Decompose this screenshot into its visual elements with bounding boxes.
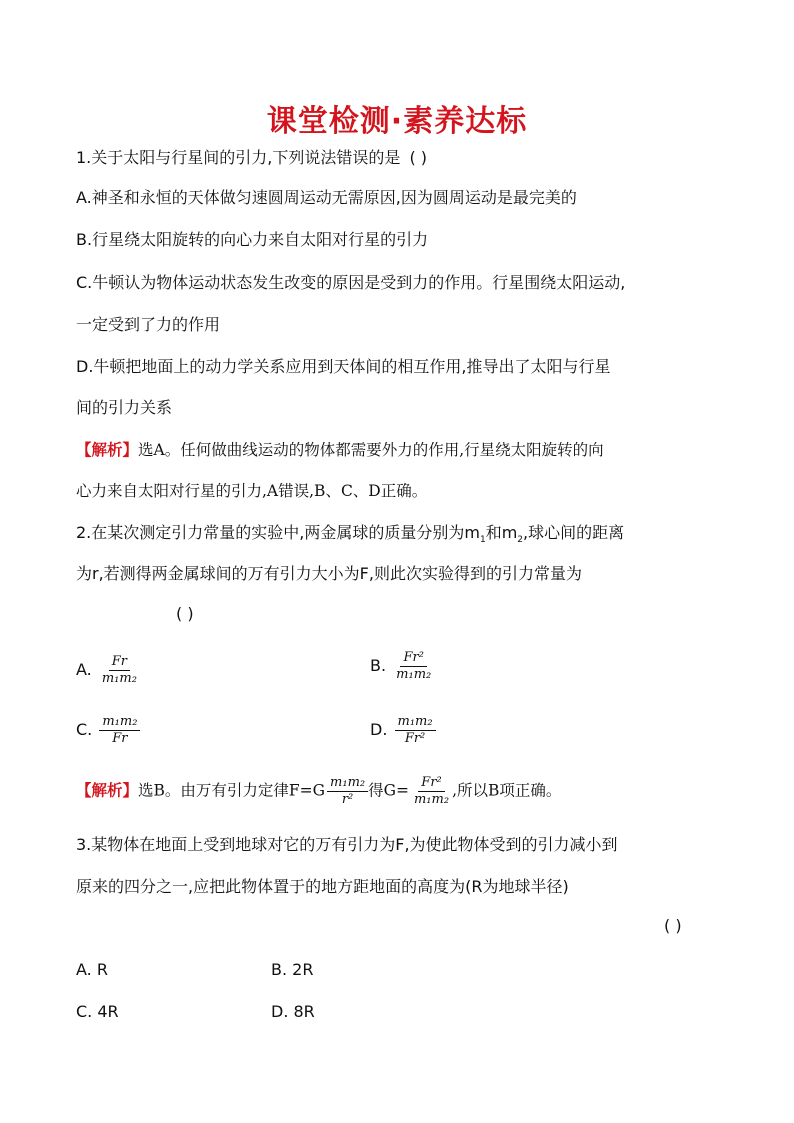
fraction: $\frac{Fr}{\text{m₁m₂}}$ <box>101 654 137 686</box>
q2-option-b: B. $\frac{\text{Fr²}}{\text{m₁m₂}}$ <box>370 650 434 683</box>
q1-option-a: A.神圣和永恒的天体做匀速圆周运动无需原因,因为圆周运动是最完美的 <box>76 188 577 207</box>
q2-answer-paren: ( ) <box>176 604 194 623</box>
analysis-tag: 【解析】 <box>76 440 139 459</box>
q1-option-c-line1: C.牛顿认为物体运动状态发生改变的原因是受到力的作用。行星围绕太阳运动, <box>76 273 626 292</box>
q3-answer-paren: ( ) <box>664 916 682 935</box>
page-title: 课堂检测·素养达标 <box>266 104 528 139</box>
q3-option-c: C. 4R <box>76 1002 119 1021</box>
q2-analysis: 【解析】选B。由万有引力定律F=G $\frac{\text{m₁m₂}}{\text{r²}}$ 得G= $\frac{\text{Fr²}}{\text{m₁m₂}}$ ,所以B项正确。 <box>76 775 562 807</box>
q3-option-d: D. 8R <box>271 1002 315 1021</box>
fraction: $\frac{\text{m₁m₂}}{\text{r²}}$ <box>327 775 368 808</box>
q1-analysis-line1: 【解析】选A。任何做曲线运动的物体都需要外力的作用,行星绕太阳旋转的向 <box>76 440 604 459</box>
q2-option-a: A. $\frac{Fr}{\text{m₁m₂}}$ <box>76 654 140 687</box>
q3-option-b: B. 2R <box>271 960 314 979</box>
q1-option-c-line2: 一定受到了力的作用 <box>76 315 221 334</box>
q1-analysis-line2: 心力来自太阳对行星的引力,A错误,B、C、D正确。 <box>76 482 428 500</box>
q2-option-c: C. $\frac{\text{m₁m₂}}{Fr}$ <box>76 714 140 747</box>
q2-stem-line2: 为r,若测得两金属球间的万有引力大小为F,则此次实验得到的引力常量为 <box>76 564 582 583</box>
q3-option-a: A. R <box>76 960 108 979</box>
q1-option-d-line2: 间的引力关系 <box>76 398 173 417</box>
q1-stem: 1.关于太阳与行星间的引力,下列说法错误的是 ( ) <box>76 148 428 167</box>
fraction: $\frac{\text{m₁m₂}}{Fr}$ <box>99 714 140 747</box>
q2-option-d: D. $\frac{\text{m₁m₂}}{\text{Fr²}}$ <box>370 714 436 747</box>
q3-stem-line2: 原来的四分之一,应把此物体置于的地方距地面的高度为(R为地球半径) <box>76 877 569 896</box>
analysis-tag: 【解析】 <box>76 780 139 800</box>
q1-answer-paren: ( ) <box>409 148 428 167</box>
fraction: $\frac{\text{m₁m₂}}{\text{Fr²}}$ <box>395 714 436 747</box>
fraction: $\frac{\text{Fr²}}{\text{m₁m₂}}$ <box>396 650 432 682</box>
q2-stem-line1: 2.在某次测定引力常量的实验中,两金属球的质量分别为$m_1$和$m_2$,球心间的距离 <box>76 523 625 546</box>
q1-option-b: B.行星绕太阳旋转的向心力来自太阳对行星的引力 <box>76 230 429 249</box>
fraction: $\frac{\text{Fr²}}{\text{m₁m₂}}$ <box>413 775 450 807</box>
q3-stem-line1: 3.某物体在地面上受到地球对它的万有引力为F,为使此物体受到的引力减小到 <box>76 835 618 854</box>
q1-option-d-line1: D.牛顿把地面上的动力学关系应用到天体间的相互作用,推导出了太阳与行星 <box>76 357 611 376</box>
